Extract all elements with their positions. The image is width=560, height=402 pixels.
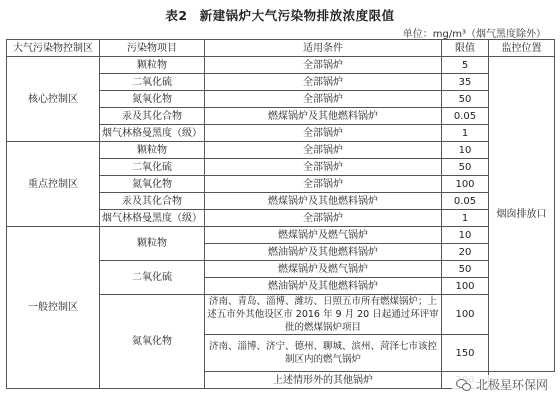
pollutant-cell: 氮氧化物 [100, 295, 205, 389]
watermark [452, 375, 552, 394]
condition-cell: 燃煤锅炉及其他燃料锅炉 [205, 193, 442, 210]
pollutant-cell: 颗粒物 [100, 57, 205, 74]
header-condition: 适用条件 [205, 40, 442, 57]
condition-cell: 上述情形外的其他锅炉 [205, 372, 442, 389]
condition-cell: 济南、青岛、淄博、潍坊、日照五市所有燃煤锅炉；上述五市外其他设区市 2016 年 9 月 20 日起通过环评审批的燃煤锅炉项目 [205, 295, 442, 335]
header-monitor: 监控位置 [489, 40, 555, 57]
table-title [0, 6, 560, 24]
header-limit: 限值 [442, 40, 489, 57]
monitor-location: 烟囱排放口 [489, 57, 555, 372]
limit-cell: 100 [442, 278, 489, 295]
condition-cell: 全部锅炉 [205, 142, 442, 159]
condition-cell: 燃煤锅炉及燃气锅炉 [205, 227, 442, 244]
condition-cell: 全部锅炉 [205, 176, 442, 193]
limit-cell: 1 [442, 210, 489, 227]
condition-cell: 全部锅炉 [205, 91, 442, 108]
condition-cell: 济南、淄博、济宁、德州、聊城、滨州、菏泽七市该控制区内的燃气锅炉 [205, 335, 442, 372]
pollutant-cell: 颗粒物 [100, 227, 205, 261]
condition-cell: 燃油锅炉及其他燃料锅炉 [205, 278, 442, 295]
table-title-text: 新建锅炉大气污染物排放浓度限值 [199, 8, 395, 23]
pollutant-cell: 烟气林格曼黑度（级） [100, 125, 205, 142]
limit-cell: 50 [442, 91, 489, 108]
limit-cell: 20 [442, 244, 489, 261]
condition-cell: 燃煤锅炉及燃气锅炉 [205, 261, 442, 278]
limit-cell: 150 [442, 335, 489, 372]
condition-cell: 全部锅炉 [205, 159, 442, 176]
limit-cell: 10 [442, 142, 489, 159]
pollutant-cell: 颗粒物 [100, 142, 205, 159]
pollutant-cell: 氮氧化物 [100, 176, 205, 193]
pollutant-cell: 二氧化硫 [100, 74, 205, 91]
pollutant-cell: 二氧化硫 [100, 159, 205, 176]
limit-cell: 10 [442, 227, 489, 244]
zone-key: 重点控制区 [7, 142, 100, 227]
limit-cell: 5 [442, 57, 489, 74]
table-row [7, 227, 555, 244]
condition-cell: 燃油锅炉及其他燃料锅炉 [205, 244, 442, 261]
condition-cell: 全部锅炉 [205, 57, 442, 74]
header-pollutant: 污染物项目 [100, 40, 205, 57]
limit-cell: 1 [442, 125, 489, 142]
limit-cell: 50 [442, 159, 489, 176]
pollutant-cell: 汞及其化合物 [100, 193, 205, 210]
table-number: 表2 [165, 8, 188, 23]
limit-cell: 0.05 [442, 108, 489, 125]
pollutant-cell: 氮氧化物 [100, 91, 205, 108]
emission-limits-table [6, 39, 555, 389]
zone-general: 一般控制区 [7, 227, 100, 389]
limit-cell: 35 [442, 74, 489, 91]
header-row [7, 40, 555, 57]
condition-cell: 全部锅炉 [205, 125, 442, 142]
unit-note: 单位：mg/m³（烟气黑度除外） [402, 29, 546, 40]
limit-cell: 0.05 [442, 193, 489, 210]
header-zone: 大气污染物控制区 [7, 40, 100, 57]
table-row [7, 142, 555, 159]
pollutant-cell: 烟气林格曼黑度（级） [100, 210, 205, 227]
pollutant-cell: 汞及其化合物 [100, 108, 205, 125]
limit-cell: 100 [442, 176, 489, 193]
watermark-text: 北极星环保网 [475, 378, 548, 392]
pollutant-cell: 二氧化硫 [100, 261, 205, 295]
condition-cell: 全部锅炉 [205, 74, 442, 91]
condition-cell: 全部锅炉 [205, 210, 442, 227]
table-row [7, 57, 555, 74]
condition-cell: 燃煤锅炉及其他燃料锅炉 [205, 108, 442, 125]
limit-cell: 100 [442, 295, 489, 335]
zone-core: 核心控制区 [7, 57, 100, 142]
wechat-icon [456, 379, 472, 391]
limit-cell: 50 [442, 261, 489, 278]
